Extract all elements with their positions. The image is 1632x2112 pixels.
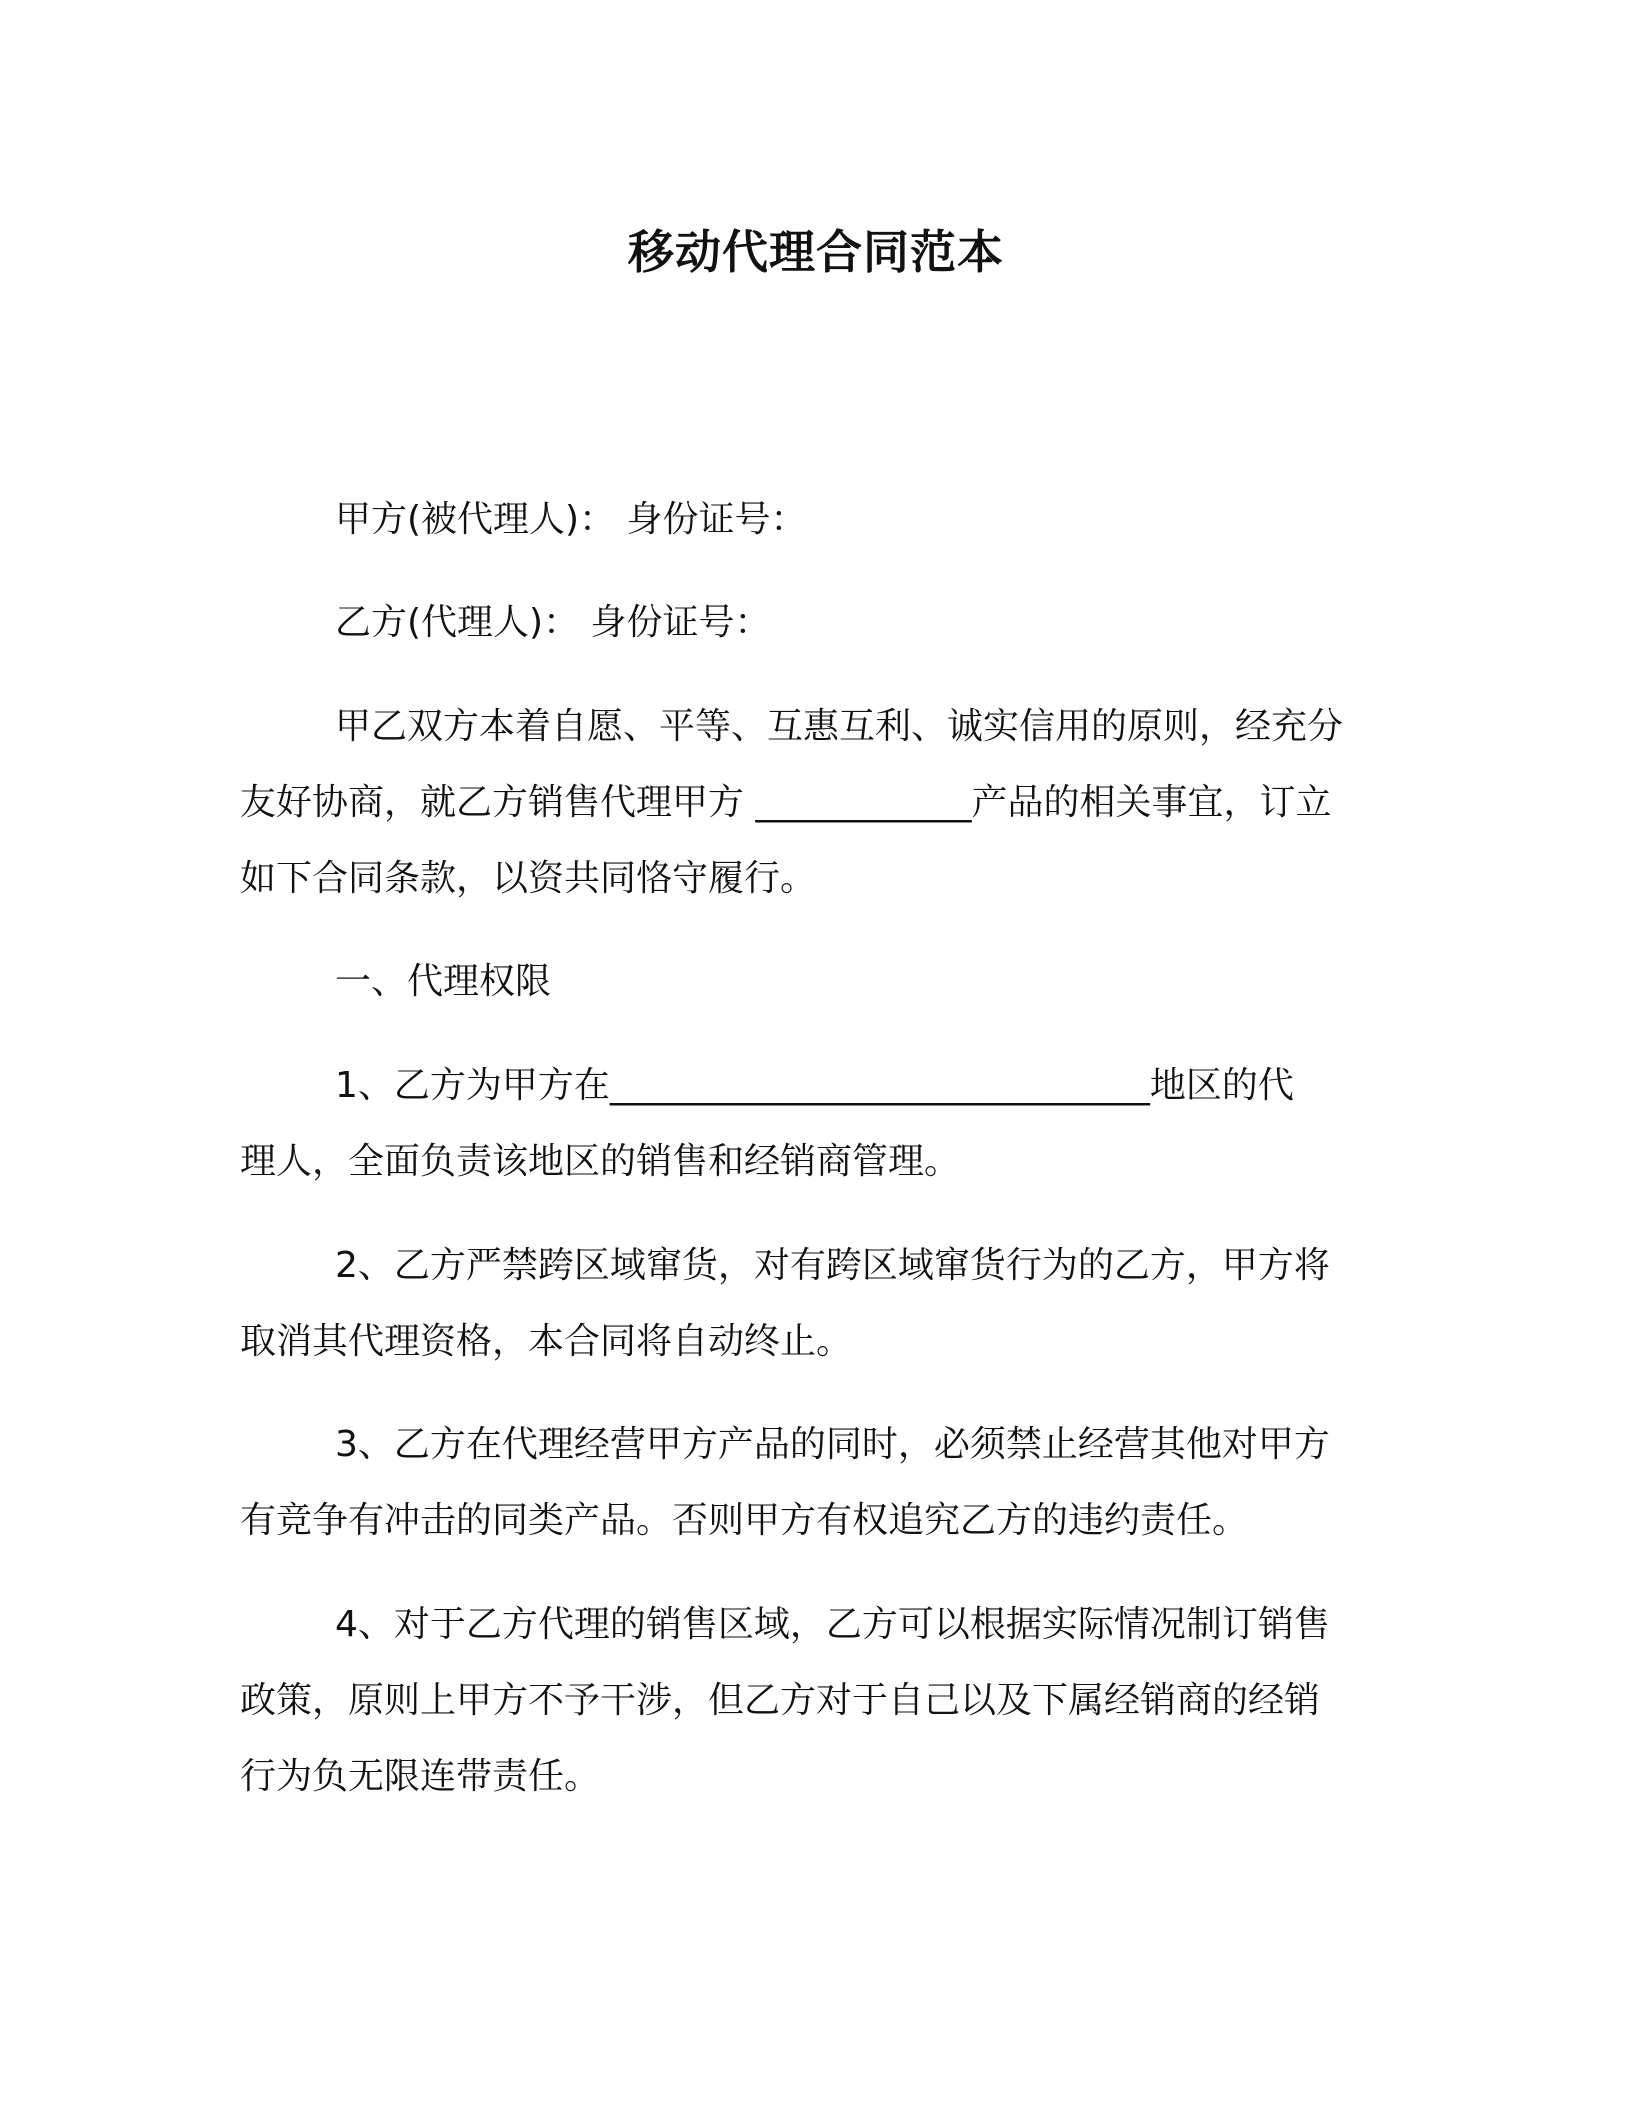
clause-line: 4、对于乙方代理的销售区域，乙方可以根据实际情况制订销售 [335,1604,1330,1645]
section-heading: 一、代理权限 [335,961,552,1002]
clause-line: 政策，原则上甲方不予干涉，但乙方对于自己以及下属经销商的经销 [240,1680,1321,1721]
party-a-line: 甲方(被代理人)： 身份证号： [335,499,807,540]
clause-line: 行为负无限连带责任。 [240,1756,601,1797]
clause-line: 理人，全面负责该地区的销售和经销商管理。 [240,1141,961,1182]
intro-line: 如下合同条款，以资共同恪守履行。 [240,858,817,899]
clause-line: 取消其代理资格，本合同将自动终止。 [240,1321,853,1362]
party-b-line: 乙方(代理人)： 身份证号： [335,602,771,643]
clause-line: 有竞争有冲击的同类产品。否则甲方有权追究乙方的违约责任。 [240,1500,1249,1541]
clause-line: 2、乙方严禁跨区域窜货，对有跨区域窜货行为的乙方，甲方将 [335,1245,1330,1286]
intro-line: 友好协商，就乙方销售代理甲方 ____________产品的相关事宜，订立 [240,782,1332,823]
intro-line: 甲乙双方本着自愿、平等、互惠互利、诚实信用的原则，经充分 [335,706,1344,747]
document-title: 移动代理合同范本 [628,225,1004,279]
clause-line: 3、乙方在代理经营甲方产品的同时，必须禁止经营其他对甲方 [335,1424,1330,1465]
clause-line: 1、乙方为甲方在______________________________地区的代 [335,1065,1294,1106]
